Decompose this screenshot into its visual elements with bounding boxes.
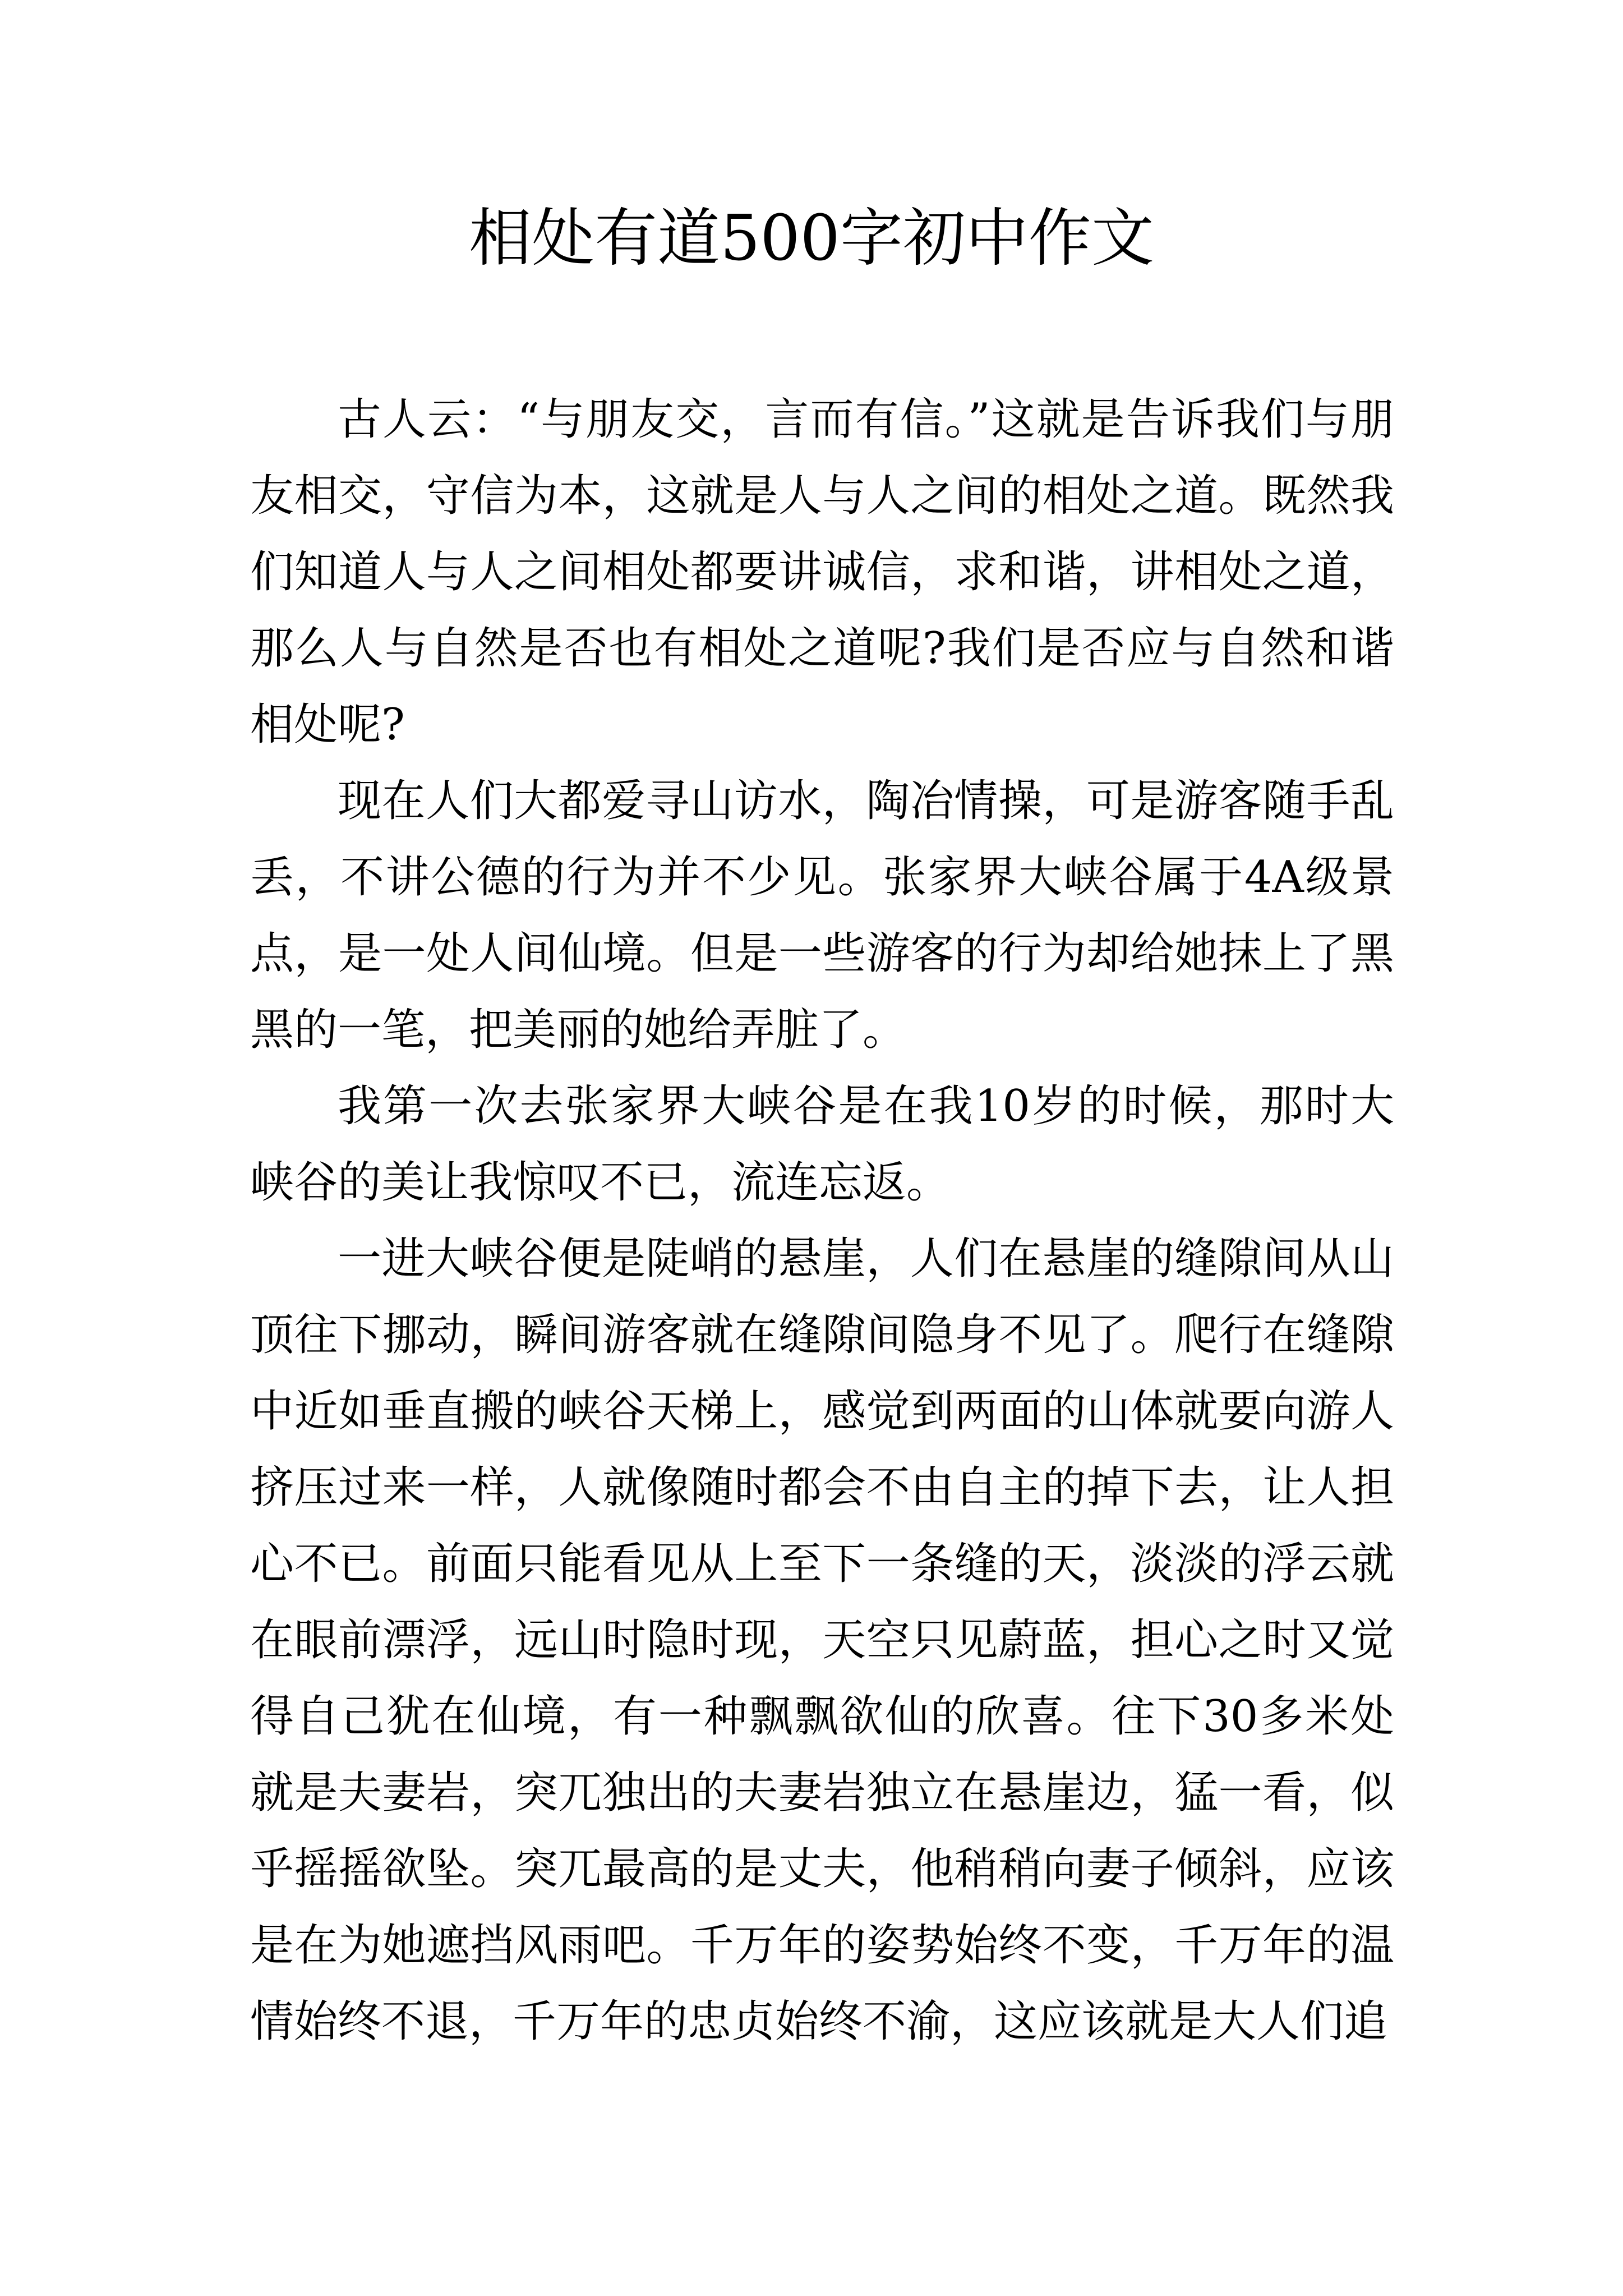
paragraph: 现在人们大都爱寻山访水，陶冶情操，可是游客随手乱丢，不讲公德的行为并不少见。张家界大峡谷属于4A级景点，是一处人间仙境。但是一些游客的行为却给她抹上了黑黑的一笔，把美丽的她给弄脏了。 <box>250 776 1394 1055</box>
paragraph: 一进大峡谷便是陡峭的悬崖，人们在悬崖的缝隙间从山顶往下挪动，瞬间游客就在缝隙间隐身不见了。爬行在缝隙中近如垂直搬的峡谷天梯上，感觉到两面的山体就要向游人挤压过来一样，人就像随时都会不由自主的掉下去，让人担心不已。前面只能看见从上至下一条缝的天，淡淡的浮云就在眼前漂浮，远山时隐时现，天空只见蔚蓝，担心之时又觉得自己犹在仙境，有一种飘飘欲仙的欣喜。往下30多米处就是夫妻岩，突兀独出的夫妻岩独立在悬崖边，猛一看，似乎摇摇欲坠。突兀最高的是丈夫，他稍稍向妻子倾斜，应该是在为她遮挡风雨吧。千万年的姿势始终不变，千万年的温情始终不退，千万年的忠贞始终不渝，这应该就是大人们追 <box>250 1234 1394 2047</box>
paragraph: 古人云：“与朋友交，言而有信。”这就是告诉我们与朋友相交，守信为本，这就是人与人之间的相处之道。既然我们知道人与人之间相处都要讲诚信，求和谐，讲相处之道，那么人与自然是否也有相处之道呢?我们是否应与自然和谐相处呢? <box>250 394 1394 750</box>
document-body <box>250 381 1394 2060</box>
document-title: 相处有道500字初中作文 <box>469 202 1154 275</box>
paragraph: 我第一次去张家界大峡谷是在我10岁的时候，那时大峡谷的美让我惊叹不已，流连忘返。 <box>250 1081 1394 1208</box>
